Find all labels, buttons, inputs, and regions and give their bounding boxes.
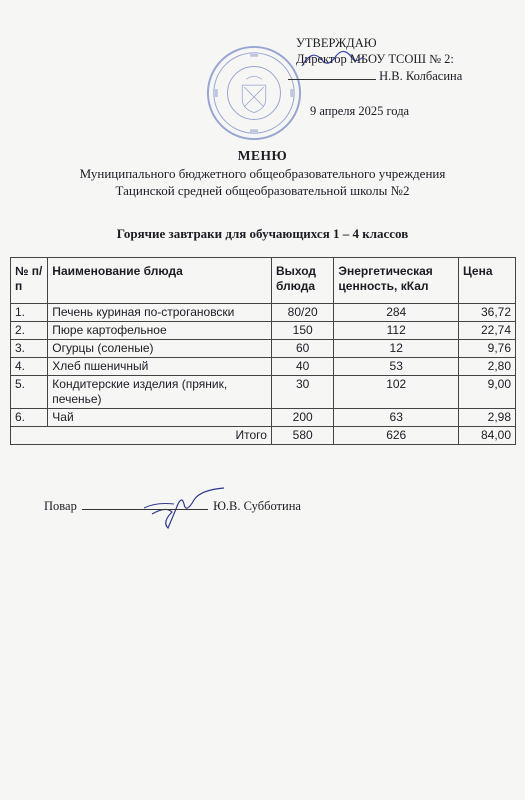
table-row	[11, 322, 516, 340]
dish-output: 40	[271, 358, 333, 376]
column-header-output: Выход блюда	[271, 258, 333, 304]
row-number: 5.	[11, 376, 48, 409]
dish-output: 200	[271, 409, 333, 427]
signature-blank-line	[82, 497, 208, 510]
total-price: 84,00	[459, 427, 516, 445]
approval-block	[296, 35, 463, 118]
dish-output: 150	[271, 322, 333, 340]
dish-name: Хлеб пшеничный	[48, 358, 272, 376]
total-energy: 626	[334, 427, 459, 445]
row-number: 2.	[11, 322, 48, 340]
organization-line-1: Муниципального бюджетного общеобразовательного учреждения	[79, 166, 446, 181]
column-header-price: Цена	[459, 258, 516, 304]
dish-name: Огурцы (соленые)	[48, 340, 272, 358]
dish-output: 60	[271, 340, 333, 358]
dish-energy: 53	[334, 358, 459, 376]
dish-price: 22,74	[459, 322, 516, 340]
cook-label: Повар	[44, 499, 77, 513]
dish-energy: 102	[334, 376, 459, 409]
director-position: Директор МБОУ ТСОШ № 2:	[296, 52, 454, 66]
dish-energy: 12	[334, 340, 459, 358]
row-number: 6.	[11, 409, 48, 427]
director-name: Н.В. Колбасина	[379, 69, 463, 83]
dish-price: 2,80	[459, 358, 516, 376]
table-row	[11, 358, 516, 376]
table-header-row	[11, 258, 516, 304]
organization-line-2: Тацинской средней общеобразовательной школы №2	[115, 183, 410, 198]
dish-name: Чай	[48, 409, 272, 427]
cook-name: Ю.В. Субботина	[213, 499, 301, 513]
dish-output: 80/20	[271, 304, 333, 322]
total-label: Итого	[11, 427, 272, 445]
approve-label: УТВЕРЖДАЮ	[296, 36, 377, 50]
row-number: 1.	[11, 304, 48, 322]
dish-name: Кондитерские изделия (пряник, печенье)	[48, 376, 272, 409]
column-header-number: № п/п	[11, 258, 48, 304]
column-header-dish: Наименование блюда	[48, 258, 272, 304]
dish-name: Пюре картофельное	[48, 322, 272, 340]
table-row	[11, 340, 516, 358]
dish-price: 2,98	[459, 409, 516, 427]
menu-subtitle: Горячие завтраки для обучающихся 1 – 4 классов	[116, 226, 409, 241]
approval-date: 9 апреля 2025 года	[310, 104, 410, 118]
cook-signature-line	[44, 497, 301, 514]
menu-title: МЕНЮ	[237, 148, 288, 163]
dish-name: Печень куриная по-строгановски	[48, 304, 272, 322]
school-seal-stamp	[205, 44, 303, 142]
total-output: 580	[271, 427, 333, 445]
table-row	[11, 304, 516, 322]
column-header-energy: Энергетическая ценность, кКал	[334, 258, 459, 304]
dish-energy: 63	[334, 409, 459, 427]
dish-price: 36,72	[459, 304, 516, 322]
dish-price: 9,00	[459, 376, 516, 409]
signature-blank-line	[288, 67, 376, 80]
director-sign-row	[288, 67, 498, 84]
row-number: 4.	[11, 358, 48, 376]
dish-energy: 112	[334, 322, 459, 340]
dish-price: 9,76	[459, 340, 516, 358]
menu-table	[10, 257, 516, 445]
row-number: 3.	[11, 340, 48, 358]
table-row	[11, 409, 516, 427]
table-row	[11, 376, 516, 409]
total-row	[11, 427, 516, 445]
dish-output: 30	[271, 376, 333, 409]
dish-energy: 284	[334, 304, 459, 322]
